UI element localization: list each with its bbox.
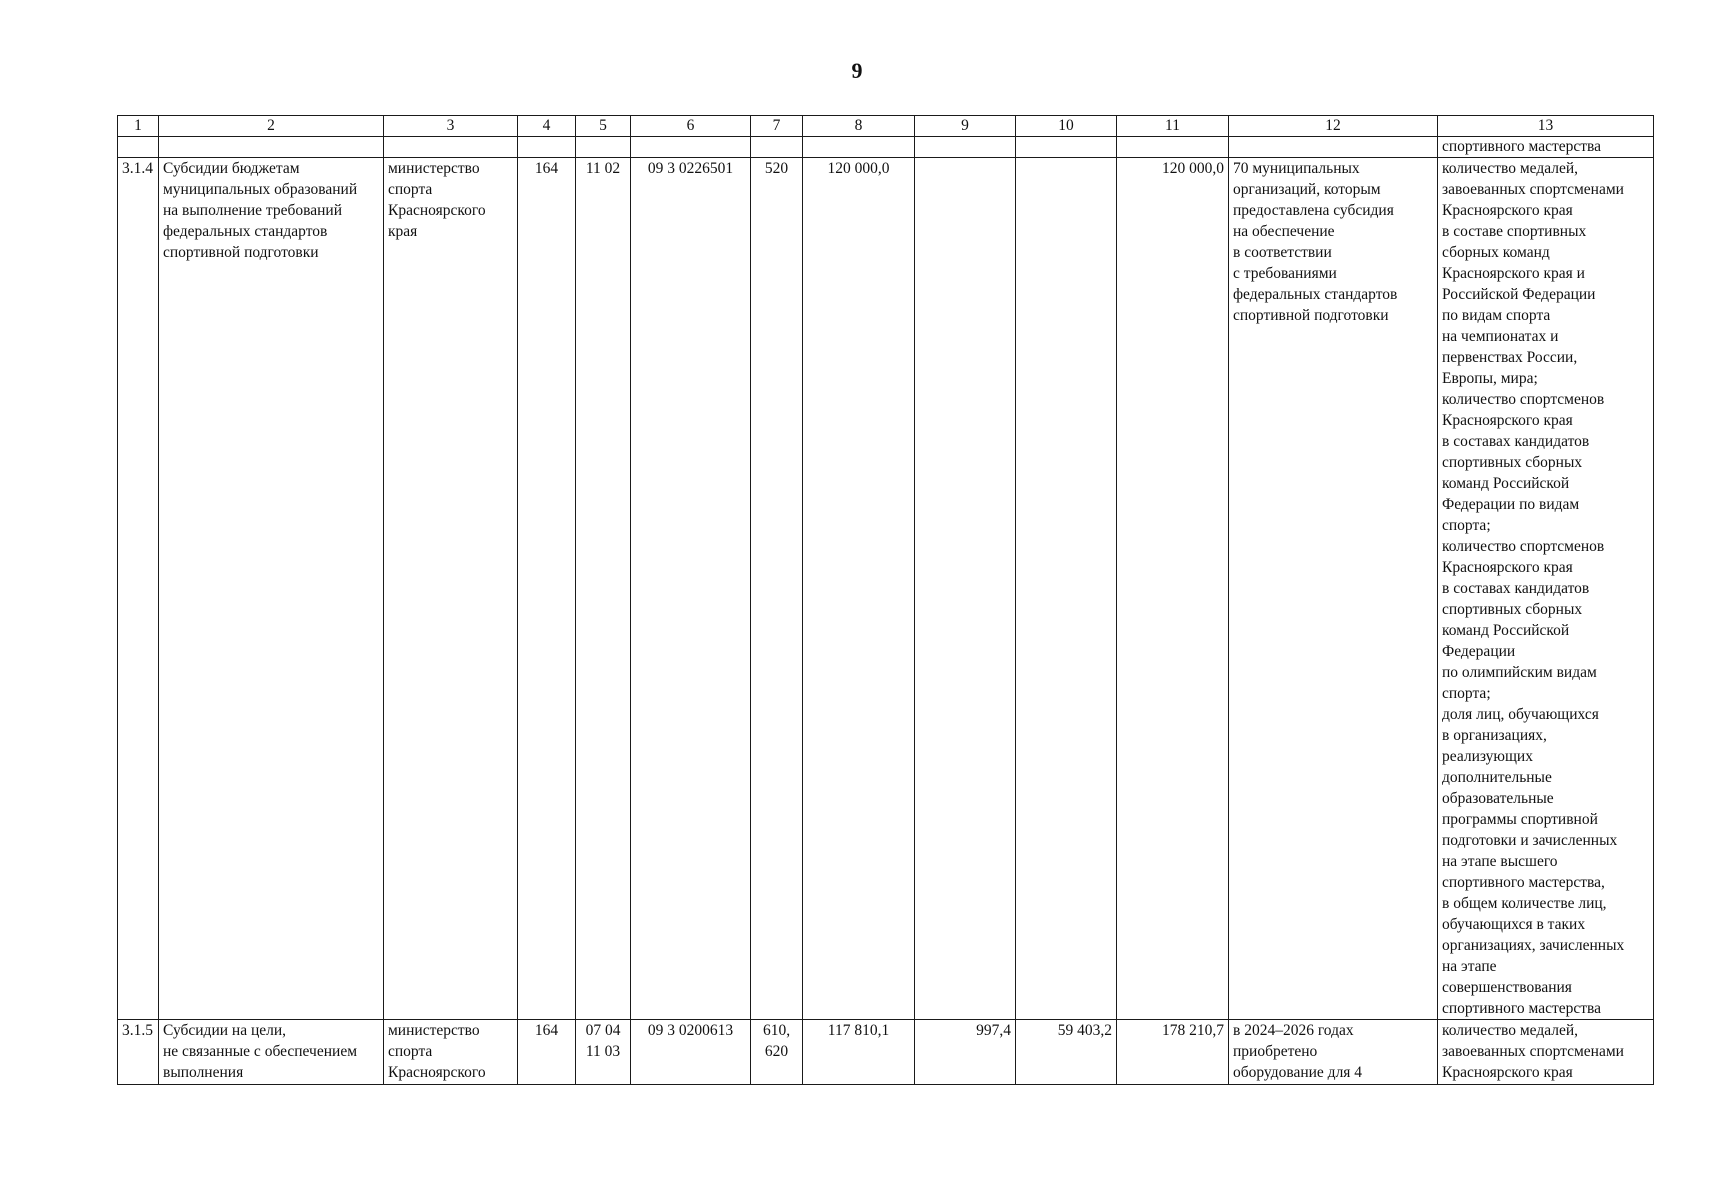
cell-line: Федерации по видам <box>1442 496 1580 513</box>
cell-line: Российской Федерации <box>1442 286 1596 303</box>
cell-line: 70 муниципальных <box>1233 160 1360 177</box>
code-col6 <box>631 1020 751 1085</box>
cell-line: 610, <box>762 1022 791 1039</box>
cell-line: 164 <box>534 160 559 177</box>
cell-line: спортивного мастерства, <box>1442 874 1605 891</box>
code-col4 <box>518 1020 576 1085</box>
code-col5 <box>576 1020 631 1085</box>
expected-result <box>1229 1020 1438 1085</box>
cell-line: Европы, мира; <box>1442 370 1538 387</box>
cell-line: 09 3 0226501 <box>647 160 734 177</box>
code-col7 <box>751 158 803 1020</box>
cell-line: в составе спортивных <box>1442 223 1587 240</box>
cell-line: завоеванных спортсменами <box>1442 1043 1624 1060</box>
cell-line: подготовки и зачисленных <box>1442 832 1618 849</box>
cell-line: завоеванных спортсменами <box>1442 181 1624 198</box>
code-col6 <box>631 158 751 1020</box>
cell-line: оборудование для 4 <box>1233 1064 1363 1081</box>
cell-line: 09 3 0200613 <box>647 1022 734 1039</box>
budget-table <box>117 115 1654 1085</box>
cell-line: 164 <box>534 1022 559 1039</box>
amount-col10: 59 403,2 <box>1016 1020 1117 1085</box>
cell-line: 520 <box>764 160 789 177</box>
header-cell: 8 <box>803 116 915 137</box>
cell-line: по видам спорта <box>1442 307 1551 324</box>
amount-col9 <box>915 158 1016 1020</box>
executor <box>384 158 518 1020</box>
cell-line: не связанные с обеспечением <box>163 1043 358 1060</box>
indicators <box>1438 1020 1654 1085</box>
cell-line: федеральных стандартов <box>1233 286 1398 303</box>
continuation-row <box>118 137 1654 158</box>
cell-line: предоставлена субсидия <box>1233 202 1394 219</box>
amount-col11: 178 210,7 <box>1117 1020 1229 1085</box>
amount-col8: 120 000,0 <box>803 158 915 1020</box>
amount-col8: 117 810,1 <box>803 1020 915 1085</box>
cell-line: 07 04 <box>585 1022 621 1039</box>
cell-line: совершенствования <box>1442 979 1572 996</box>
cell-line: программы спортивной <box>1442 811 1598 828</box>
cell-line: первенствах России, <box>1442 349 1578 366</box>
cell-line: спорта <box>388 181 433 198</box>
cell-line: дополнительные <box>1442 769 1552 786</box>
cell-line: в составах кандидатов <box>1442 580 1590 597</box>
code-col7 <box>751 1020 803 1085</box>
header-cell: 6 <box>631 116 751 137</box>
cell-line: в соответствии <box>1233 244 1332 261</box>
cell-line: в общем количестве лиц, <box>1442 895 1607 912</box>
cell-line: по олимпийским видам <box>1442 664 1597 681</box>
cell-line: обучающихся в таких <box>1442 916 1586 933</box>
header-cell: 4 <box>518 116 576 137</box>
cell-line: Красноярского <box>388 202 486 219</box>
header-cell: 13 <box>1438 116 1654 137</box>
cell-line: образовательные <box>1442 790 1554 807</box>
amount-col9: 997,4 <box>915 1020 1016 1085</box>
amount-col11: 120 000,0 <box>1117 158 1229 1020</box>
cell-line: организаций, которым <box>1233 181 1381 198</box>
header-cell: 10 <box>1016 116 1117 137</box>
row-number: 3.1.5 <box>118 1020 159 1085</box>
header-cell: 9 <box>915 116 1016 137</box>
cell-line: спортивной подготовки <box>163 244 319 261</box>
cell-line: команд Российской <box>1442 622 1570 639</box>
cell-line: количество спортсменов <box>1442 391 1605 408</box>
cell-line: доля лиц, обучающихся <box>1442 706 1599 723</box>
cell-line: на этапе <box>1442 958 1497 975</box>
cell-line: 11 02 <box>585 160 621 177</box>
table-row <box>118 1020 1654 1085</box>
code-col4 <box>518 158 576 1020</box>
cell-line: выполнения <box>163 1064 244 1081</box>
cell-line: команд Российской <box>1442 475 1570 492</box>
cell-line: на этапе высшего <box>1442 853 1558 870</box>
cell-line: 11 03 <box>585 1043 621 1060</box>
header-cell: 11 <box>1117 116 1229 137</box>
page-number: 9 <box>851 58 863 83</box>
measure-name <box>159 1020 384 1085</box>
header-row <box>118 116 1654 137</box>
indicators <box>1438 158 1654 1020</box>
measure-name <box>159 158 384 1020</box>
cell-line: Красноярского края <box>1442 412 1573 429</box>
code-col5 <box>576 158 631 1020</box>
cell-line: на выполнение требований <box>163 202 342 219</box>
row-number: 3.1.4 <box>118 158 159 1020</box>
cell-line: спорта <box>388 1043 433 1060</box>
cell-line: министерство <box>388 160 480 177</box>
header-cell: 1 <box>118 116 159 137</box>
cell-line: сборных команд <box>1442 244 1550 261</box>
cell-line: спортивной подготовки <box>1233 307 1389 324</box>
cell-line: Красноярского края <box>1442 1064 1573 1081</box>
header-cell: 7 <box>751 116 803 137</box>
header-cell: 3 <box>384 116 518 137</box>
continuation-text: спортивного мастерства <box>1438 137 1654 158</box>
cell-line: Красноярского края и <box>1442 265 1585 282</box>
cell-line: Красноярского края <box>1442 202 1573 219</box>
cell-line: количество медалей, <box>1442 160 1579 177</box>
header-cell: 2 <box>159 116 384 137</box>
cell-line: в 2024–2026 годах <box>1233 1022 1354 1039</box>
cell-line: количество медалей, <box>1442 1022 1579 1039</box>
amount-col10 <box>1016 158 1117 1020</box>
cell-line: в составах кандидатов <box>1442 433 1590 450</box>
cell-line: организациях, зачисленных <box>1442 937 1625 954</box>
cell-line: спорта; <box>1442 685 1491 702</box>
cell-line: спортивных сборных <box>1442 454 1583 471</box>
cell-line: Субсидии бюджетам <box>163 160 300 177</box>
header-cell: 12 <box>1229 116 1438 137</box>
cell-line: министерство <box>388 1022 480 1039</box>
expected-result <box>1229 158 1438 1020</box>
cell-line: федеральных стандартов <box>163 223 328 240</box>
cell-line: Субсидии на цели, <box>163 1022 287 1039</box>
cell-line: спортивного мастерства <box>1442 1000 1602 1017</box>
cell-line: 620 <box>764 1043 789 1060</box>
cell-line: в организациях, <box>1442 727 1547 744</box>
executor <box>384 1020 518 1085</box>
header-cell: 5 <box>576 116 631 137</box>
cell-line: Красноярского <box>388 1064 486 1081</box>
cell-line: количество спортсменов <box>1442 538 1605 555</box>
cell-line: спортивных сборных <box>1442 601 1583 618</box>
cell-line: Федерации <box>1442 643 1516 660</box>
cell-line: с требованиями <box>1233 265 1337 282</box>
cell-line: спорта; <box>1442 517 1491 534</box>
cell-line: муниципальных образований <box>163 181 358 198</box>
cell-line: реализующих <box>1442 748 1533 765</box>
table-row <box>118 158 1654 1020</box>
cell-line: Красноярского края <box>1442 559 1573 576</box>
cell-line: края <box>388 223 418 240</box>
cell-line: на чемпионатах и <box>1442 328 1559 345</box>
cell-line: приобретено <box>1233 1043 1318 1060</box>
cell-line: на обеспечение <box>1233 223 1335 240</box>
